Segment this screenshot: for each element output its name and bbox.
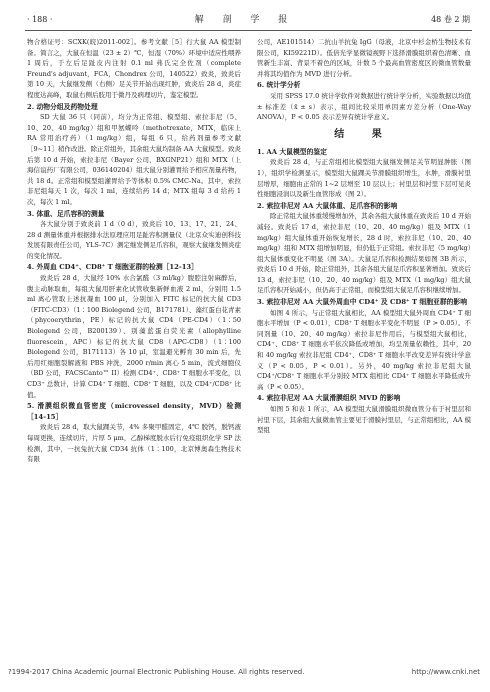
paragraph: 采用 SPSS 17.0 统计学软件对数据进行统计学分析，实验数据以均值 ± 标准差（x̄ ± s）表示，组间比较采用单因素方差分析（One-Way ANOVA），P < 0.05 表示差异有统计学意义。 [257, 91, 471, 122]
left-column [27, 37, 241, 465]
paragraph: SD 大鼠 36 只（同前），均分为正常组、模型组、索拉非尼（5、10、20、40 mg/kg）组和甲氨蝶呤（methotrexate，MTX，临床上 RA 常用治疗药）（1 mg/kg）组，每组 6 只，给药剂量参考文献［9~11］稍作改进。除正常组外，其余组大鼠均制备 AA 大鼠模型。致炎后第 10 d 开始，索拉非尼（Bayer 公司，BXGNP21）组和 MTX（上海信谊药厂有限公司，036140204）组大鼠分别灌胃给予相应剂量药物，共 18 d。正常组和模型组灌胃给予等体积 0.5% CMC-Na。其中，索拉非尼组每天 1 次，每次 1 ml，连续给药 14 d；MTX 组每 3 d 给药 1 次，每次 1 ml。 [27, 113, 241, 206]
section-heading: 5. 滑膜组织微血管密度（microvessel density，MVD）检测［14-15］ [27, 402, 241, 421]
section-heading: 6. 统计学分析 [257, 81, 301, 90]
paragraph: 致炎后 28 d，取大鼠踝关节，4% 多聚甲醛固定，4℃ 脱钙，脱钙液每周更换，连续切片，片厚 5 μm，乙醇梯度脱水后行免疫组织化学 SP 法检测，其中，一抗兔抗大鼠 CD34 抗体（1∶100，北京博奥森生物技术有限 [27, 423, 241, 464]
right-column [257, 37, 471, 436]
section-heading: 1. AA 大鼠模型的鉴定 [257, 147, 327, 156]
section-heading: 3. 索拉非尼对 AA 大鼠外周血中 CD4⁺ 及 CD8⁺ T 细胞亚群的影响 [257, 298, 468, 307]
section-heading: 2. 索拉非尼对 AA 大鼠体重、足爪容积的影响 [257, 201, 398, 210]
paragraph: 公司，AE101514）二抗山羊抗兔 IgG（母液，北京中杉金桥生物技术有限公司，KI59221D）。低倍光学显微镜视野下选择滑膜组织着色清晰、血管新生丰富、背景不着色的区域，计数 5 个最高血管密度区的微血管数量并将其均值作为 MVD 进行分析。 [257, 38, 471, 78]
page-number: · 188 · [27, 15, 53, 24]
paragraph: 物合格证号：SCXK(皖)2011-002］。参考文献［5］行大鼠 AA 模型制备。简言之，大鼠在恒温（23 ± 2）℃，恒湿（70%）环境中适应性喂养 1 周后，于左后足趾皮内注射 0.1 ml 弗氏完全佐剂（complete Freund's adjuvant，FCA，Chondrex 公司，140522）致炎，致炎后第 10 天，大鼠继发侧（右侧）足关节开始出现红肿，致炎后 28 d，炎症程度达高峰，取鼠右侧后肢用于微丹及病理切片，鉴定模型。 [27, 38, 241, 99]
section-heading: 3. 体重、足爪容积的测量 [27, 209, 105, 218]
paragraph: 致炎后 28 d，大鼠经 10% 水合氯醛（3 ml/kg）腹腔注射麻醉后，腹主动脉取血，每组大鼠用肝素化试管收集新鲜血液 2 ml，分别用 1.5 ml 离心管取上述抗凝血 100 μl，分别加入 FITC 标记的抗大鼠 CD3（FITC-CD3）（1∶100 Biolegend 公司，B171781）、藻红蛋白花青素（phycoerythrin，PE）标记的抗大鼠 CD4（PE-CD4）（1∶50 Biolegend 公司，B200139）、别藻蓝蛋白荧光素（allophylline fluorescein，APC）标记的抗大鼠 CD8（APC-CD8）（1∶100 Biolegend 公司，B171113）各 10 μl，室温避光孵育 30 min 后，先后用红细胞裂解液和 PBS 冲洗，2000 r/min 离心 5 min，流式细胞仪（BD 公司，FACSCanto™ II）检测 CD4⁺、CD8⁺ T 细胞水平变化，以 CD3⁺ 总数计，计算 CD4⁺ T 细胞、CD8⁺ T 细胞，以及 CD4⁺/CD8⁺ 比值。 [27, 274, 241, 399]
section-heading: 2. 动物分组及药物处理 [27, 102, 98, 111]
results-heading: 结 果 [334, 128, 394, 140]
paragraph: 各大鼠分别于致炎前 1 d（0 d），致炎后 10、13、17、21、24、28 d 测量体重并根据排水法原理应用足趾容积测量仪（北京众实迪创科技发展有限责任公司，YLS-7C）测定继发侧足爪容积，观察大鼠继发侧炎症的变化情况。 [27, 220, 241, 260]
paragraph: 如图 4 所示，与正常组大鼠相比，AA 模型组大鼠外周血 CD4⁺ T 细胞水平增加（P < 0.01），CD8⁺ T 细胞水平变化不明显（P > 0.05）。不同剂量（10、20、40 mg/kg）索拉非尼作用后，与模型组大鼠相比，CD4⁺、CD8⁺ T 细胞水平依次降低或增加，均呈剂量依赖性，其中，20 和 40 mg/kg 索拉非尼组 CD4⁺、CD8⁺ T 细胞水平改变差异有统计学意义（P < 0.05，P < 0.01）。另外，40 mg/kg 索拉非尼组大鼠 CD4⁺/CD8⁺ T 细胞水平分别较 MTX 组相比 CD4⁺ T 细胞水平降低或升高（P < 0.05）。 [257, 308, 471, 391]
copyright-notice: ?1994-2017 China Academic Journal Electronic Publishing House. All rights reserved. [8, 668, 305, 676]
cnki-link[interactable]: http://www.cnki.net [411, 668, 480, 676]
paragraph: 如图 5 和表 1 所示，AA 模型组大鼠滑膜组织微血管分布于衬里层和衬里下层，其余组大鼠微血管主要见于滑膜衬里层，与正常组相比，AA 模型组 [257, 405, 471, 435]
journal-title: 解 剖 学 报 [194, 15, 296, 25]
header-rule [25, 30, 472, 31]
paragraph: 除正常组大鼠体重缓慢增加外，其余各组大鼠体重在致炎后 10 d 开始减轻。致炎后 17 d，索拉非尼（10、20、40 mg/kg）组及 MTX（1 mg/kg）组大鼠体重开始恢复增长，28 d 时，索拉非尼（10、20、40 mg/kg）组和 MTX 组增加明显，但仍低于正常组。索拉非尼（5 mg/kg）组大鼠体重变化不明显（图 3A）。大鼠足爪容积检测结果如图 3B 所示，致炎后 10 d 开始，除正常组外，其余各组大鼠足爪容积显著增加。致炎后 13 d，索拉非尼（10、20、40 mg/kg）组及 MTX（1 mg/kg）组大鼠足爪容积开始减小，但仍高于正常组，而模型组大鼠足爪容积继续增加。 [257, 212, 471, 295]
footer [8, 668, 480, 676]
paragraph: 致炎后 28 d，与正常组相比模型组大鼠继发侧足关节明显肿胀（图 1），组织学检测显示，模型组大鼠踝关节滑膜组织增生，水肿，滑膜衬里层增厚，细胞由正常的 1~2 层增至 10 层以上；衬里层和衬里下层可见炎性细胞浸润以及新生血管形成（图 2）。 [257, 158, 471, 199]
section-heading: 4. 外周血 CD4⁺、CD8⁺ T 细胞亚群的检测［12-13］ [27, 263, 198, 272]
volume-issue: 48 卷 2 期 [431, 15, 470, 24]
section-heading: 4. 索拉非尼对 AA 大鼠滑膜组织 MVD 的影响 [257, 394, 401, 403]
